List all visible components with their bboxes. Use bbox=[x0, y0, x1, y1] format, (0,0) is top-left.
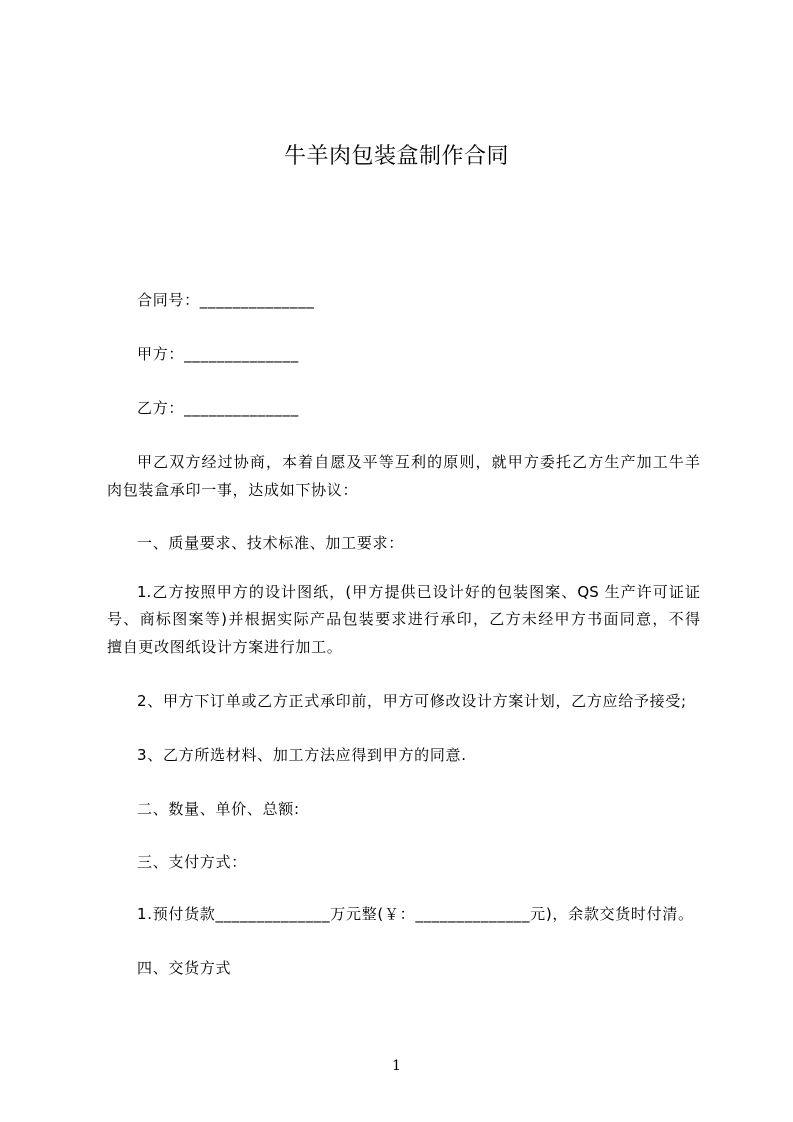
intro-paragraph-line: 肉包装盒承印一事，达成如下协议： bbox=[107, 481, 359, 499]
section-heading-quantity: 二、数量、单价、总额: bbox=[137, 800, 300, 818]
contract-number-field: 合同号：______________ bbox=[137, 291, 315, 309]
page-number: 1 bbox=[392, 1058, 401, 1074]
section-heading-payment: 三、支付方式： bbox=[137, 853, 247, 871]
clause-1-1-line: 擅自更改图纸设计方案进行加工。 bbox=[107, 638, 343, 656]
section-heading-delivery: 四、交货方式 bbox=[137, 959, 232, 977]
document-title: 牛羊肉包装盒制作合同 bbox=[283, 144, 509, 169]
clause-1-1-line: 号、商标图案等)并根据实际产品包装要求进行承印，乙方未经甲方书面同意，不得 bbox=[107, 610, 700, 628]
clause-1-3: 3、乙方所选材料、加工方法应得到甲方的同意. bbox=[137, 746, 467, 764]
party-b-field: 乙方：______________ bbox=[137, 399, 299, 417]
intro-paragraph-line: 甲乙双方经过协商，本着自愿及平等互利的原则，就甲方委托乙方生产加工牛羊 bbox=[137, 453, 700, 471]
section-heading-quality: 一、质量要求、技术标准、加工要求： bbox=[137, 534, 404, 552]
clause-3-1: 1.预付货款______________万元整(￥：______________元)，余款交货时付清。 bbox=[137, 905, 694, 923]
clause-1-2: 2、甲方下订单或乙方正式承印前，甲方可修改设计方案计划，乙方应给予接受; bbox=[137, 692, 687, 710]
party-a-field: 甲方：______________ bbox=[137, 345, 299, 363]
clause-1-1-line: 1.乙方按照甲方的设计图纸，(甲方提供已设计好的包装图案、QS 生产许可证证 bbox=[137, 583, 700, 601]
